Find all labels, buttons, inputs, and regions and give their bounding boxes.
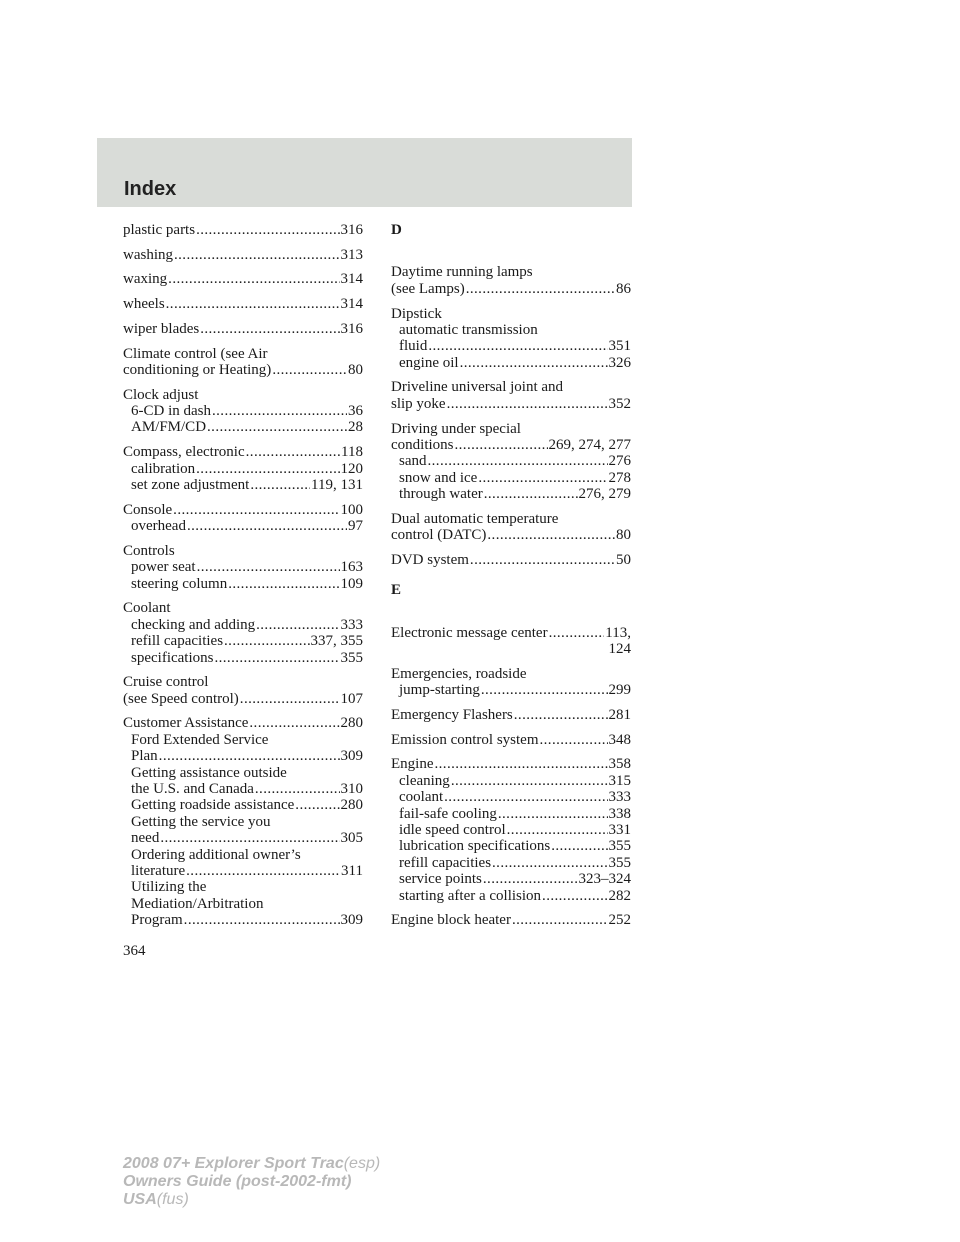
- dot-leader: [256, 617, 339, 633]
- entry-page-ref: 337, 355: [310, 633, 363, 650]
- dot-leader: [207, 419, 347, 435]
- dot-leader: [487, 527, 615, 543]
- index-term: Emergencies, roadside: [391, 665, 527, 682]
- letter-heading-d: D: [391, 222, 402, 238]
- entry-page-ref: 333: [340, 616, 363, 633]
- index-term: Dipstick: [391, 305, 442, 322]
- index-subentry: [391, 355, 631, 371]
- entry-term: washing: [123, 246, 173, 263]
- entry-page-ref: 314: [340, 271, 363, 288]
- entry-term: wheels: [123, 296, 165, 313]
- entry-term: wiper blades: [123, 320, 200, 337]
- entry-page-ref: 314: [340, 296, 363, 313]
- entry-page-ref: 280: [340, 797, 363, 814]
- dot-leader: [470, 552, 615, 568]
- index-entry: [123, 247, 363, 263]
- index-entry: [391, 666, 631, 699]
- entry-page-ref: 299: [608, 682, 631, 699]
- entry-page-ref: 278: [608, 469, 631, 486]
- entry-page-ref: 309: [340, 748, 363, 765]
- dot-leader: [444, 789, 607, 805]
- index-term: [391, 756, 631, 772]
- index-term: Clock adjust: [123, 386, 199, 403]
- dot-leader: [481, 682, 608, 698]
- index-entry: [391, 264, 631, 297]
- entry-term: conditioning or Heating): [123, 361, 272, 378]
- index-subentry: [123, 912, 363, 928]
- entry-page-ref: 113,: [605, 624, 631, 641]
- entry-page-ref: 355: [608, 854, 631, 871]
- index-term: Cruise control: [123, 674, 209, 691]
- index-term: [391, 912, 631, 928]
- entry-page-ref: 338: [608, 805, 631, 822]
- d-entries: [391, 264, 631, 568]
- index-term: Driving under special: [391, 420, 521, 437]
- entry-term: Plan: [131, 748, 158, 765]
- entry-page-ref: 348: [608, 731, 631, 748]
- entry-page-ref: 326: [608, 354, 631, 371]
- index-term: [123, 691, 363, 707]
- dot-leader: [200, 321, 339, 337]
- dot-leader: [484, 486, 578, 502]
- dot-leader: [460, 355, 608, 371]
- entry-term: (see Speed control): [123, 690, 239, 707]
- entry-page-ref: 313: [340, 246, 363, 263]
- index-entry: [123, 674, 363, 707]
- entry-term: literature: [131, 862, 186, 879]
- index-term: [123, 362, 363, 378]
- entry-page-ref: 100: [340, 501, 363, 518]
- entry-term: service points: [399, 871, 482, 888]
- entry-term: power seat: [131, 559, 196, 576]
- entry-term: cleaning: [399, 772, 450, 789]
- dot-leader: [184, 912, 340, 928]
- entry-term: refill capacities: [131, 633, 224, 650]
- index-entry: [391, 421, 631, 503]
- entry-term: Emergency Flashers: [391, 707, 513, 724]
- entry-term: Electronic message center: [391, 624, 548, 641]
- index-entry: [123, 600, 363, 666]
- index-subentry: Getting assistance outside: [131, 764, 287, 781]
- index-subentry: [391, 773, 631, 789]
- dot-leader: [447, 396, 608, 412]
- entry-page-ref: 120: [340, 460, 363, 477]
- index-term: [391, 552, 631, 568]
- index-entry: [123, 543, 363, 592]
- dot-leader: [173, 502, 339, 518]
- index-term: Driveline universal joint and: [391, 379, 564, 396]
- index-term: [123, 296, 363, 312]
- entry-term: control (DATC): [391, 527, 487, 544]
- dot-leader: [196, 222, 339, 238]
- entry-page-ref: 276: [608, 453, 631, 470]
- dot-leader: [455, 437, 548, 453]
- dot-leader: [478, 470, 607, 486]
- index-entry: [391, 732, 631, 748]
- dot-leader: [160, 830, 339, 846]
- index-entry: [391, 552, 631, 568]
- footer-guide: Owners Guide (post-2002-fmt): [123, 1173, 352, 1190]
- entry-term: Program: [131, 912, 183, 929]
- index-term: [391, 527, 631, 543]
- index-subentry: [123, 477, 363, 493]
- dot-leader: [168, 271, 339, 287]
- entry-page-ref: 316: [340, 222, 363, 238]
- dot-leader: [514, 707, 608, 723]
- index-subentry: [391, 682, 631, 698]
- entry-term: the U.S. and Canada: [131, 780, 254, 797]
- index-subentry: [123, 863, 363, 879]
- dot-leader: [250, 477, 310, 493]
- dot-leader: [166, 296, 340, 312]
- entry-term: Getting roadside assistance: [131, 797, 295, 814]
- index-subentry: [391, 789, 631, 805]
- dot-leader: [174, 247, 340, 263]
- entry-page-ref: 351: [608, 338, 631, 355]
- entry-page-ref: 309: [340, 912, 363, 929]
- dot-leader: [295, 797, 339, 813]
- index-term: Controls: [123, 542, 175, 559]
- entry-page-ref: 36: [348, 403, 363, 420]
- entry-term: Emission control system: [391, 731, 539, 748]
- entry-page-ref: 269, 274, 277: [548, 436, 631, 453]
- index-column-right: [391, 222, 631, 937]
- index-subentry: [391, 822, 631, 838]
- index-term: [391, 732, 631, 748]
- index-term: [391, 281, 631, 297]
- entry-page-ref: 331: [608, 822, 631, 839]
- index-subentry: [391, 338, 631, 354]
- dot-leader: [249, 715, 339, 731]
- page-number: 364: [123, 943, 146, 959]
- entry-term: through water: [399, 486, 483, 503]
- index-subentry: [123, 617, 363, 633]
- dot-leader: [212, 403, 347, 419]
- dot-leader: [186, 863, 340, 879]
- entry-term: lubrication specifications: [399, 838, 551, 855]
- dot-leader: [492, 855, 607, 871]
- index-entry: [123, 222, 363, 238]
- index-term: [391, 625, 631, 641]
- index-term: [123, 321, 363, 337]
- footer-market: USA: [123, 1191, 157, 1208]
- dot-leader: [542, 888, 607, 904]
- index-entry: [123, 715, 363, 928]
- dot-leader: [187, 518, 347, 534]
- section-title: Index: [124, 178, 177, 200]
- index-subentry: [123, 781, 363, 797]
- index-term: Coolant: [123, 600, 171, 617]
- footer-model: 2008 07+ Explorer Sport Trac: [123, 1155, 344, 1172]
- entry-page-ref: 316: [340, 320, 363, 337]
- index-term: Daytime running lamps: [391, 264, 533, 281]
- entry-term: Compass, electronic: [123, 444, 245, 461]
- dot-leader: [549, 625, 605, 641]
- index-subentry: [123, 748, 363, 764]
- entry-term: steering column: [131, 575, 228, 592]
- entry-page-ref: 28: [348, 419, 363, 436]
- dot-leader: [255, 781, 340, 797]
- footer-market-code: (fus): [156, 1191, 189, 1208]
- entry-term: specifications: [131, 649, 214, 666]
- index-subentry: [123, 461, 363, 477]
- entry-term: jump-starting: [399, 682, 480, 699]
- entry-term: checking and adding: [131, 616, 256, 633]
- index-term: [391, 396, 631, 412]
- entry-term: AM/FM/CD: [131, 419, 207, 436]
- entry-page-ref: 107: [340, 690, 363, 707]
- entry-page-ref: 323–324: [578, 871, 631, 888]
- entry-term: plastic parts: [123, 222, 196, 238]
- entry-page-ref: 280: [340, 715, 363, 732]
- entry-term: Engine block heater: [391, 912, 511, 929]
- entry-term: fail-safe cooling: [399, 805, 497, 822]
- entry-term: coolant: [399, 789, 444, 806]
- entry-term: 6-CD in dash: [131, 403, 211, 420]
- entry-page-ref: 80: [348, 361, 363, 378]
- index-column-left: [123, 222, 363, 937]
- entry-term: Engine: [391, 756, 434, 773]
- entry-term: overhead: [131, 518, 186, 535]
- entry-term: idle speed control: [399, 822, 506, 839]
- index-subentry: [391, 453, 631, 469]
- entry-term: conditions: [391, 436, 454, 453]
- index-subentry: Ford Extended Service: [131, 731, 269, 748]
- index-term: [391, 707, 631, 723]
- entry-page-ref: 118: [341, 444, 363, 461]
- dot-leader: [246, 444, 340, 460]
- index-subentry: [123, 633, 363, 649]
- entry-term: Console: [123, 501, 173, 518]
- index-subentry: [123, 576, 363, 592]
- index-term: [123, 247, 363, 263]
- footer-model-code: (esp): [343, 1155, 381, 1172]
- entry-page-ref: 355: [340, 649, 363, 666]
- entry-term: (see Lamps): [391, 280, 465, 297]
- index-subentry: [123, 419, 363, 435]
- entry-term: Customer Assistance: [123, 715, 249, 732]
- index-entry: [123, 444, 363, 493]
- dot-leader: [507, 822, 608, 838]
- entry-page-ref: 315: [608, 772, 631, 789]
- entry-page-ref: 358: [608, 756, 631, 773]
- index-term: [391, 437, 631, 453]
- dot-leader: [551, 838, 607, 854]
- dot-leader: [159, 748, 340, 764]
- index-subentry: [123, 830, 363, 846]
- dot-leader: [272, 362, 347, 378]
- entry-page-ref: 355: [608, 838, 631, 855]
- section-header-band: [97, 138, 632, 207]
- index-entry: [123, 296, 363, 312]
- index-entry: [391, 511, 631, 544]
- index-entry: [391, 379, 631, 412]
- entry-term: fluid: [399, 338, 428, 355]
- index-term: Climate control (see Air: [123, 345, 268, 362]
- index-entry: [391, 912, 631, 928]
- entry-term: starting after a collision: [399, 887, 542, 904]
- index-entry: [123, 346, 363, 379]
- index-subentry: [123, 650, 363, 666]
- entry-term: calibration: [131, 460, 196, 477]
- index-subentry: [123, 403, 363, 419]
- entry-page-ref: 119, 131: [311, 476, 363, 493]
- dot-leader: [435, 756, 608, 772]
- index-entry: [123, 387, 363, 436]
- index-term: [123, 271, 363, 287]
- index-term: [123, 502, 363, 518]
- entry-page-ref: 252: [608, 912, 631, 929]
- dot-leader: [214, 650, 339, 666]
- entry-page-ref: 109: [340, 575, 363, 592]
- index-subentry: [391, 871, 631, 887]
- index-term: [123, 715, 363, 731]
- dot-leader: [224, 633, 309, 649]
- entry-page-ref: 305: [340, 830, 363, 847]
- dot-leader: [196, 461, 339, 477]
- dot-leader: [428, 453, 608, 469]
- index-subentry: [391, 470, 631, 486]
- dot-leader: [498, 806, 608, 822]
- index-entry: [391, 306, 631, 372]
- index-entry: [123, 502, 363, 535]
- index-term: [123, 222, 363, 238]
- index-subentry: [391, 486, 631, 502]
- entry-term: refill capacities: [399, 854, 492, 871]
- index-term: [123, 444, 363, 460]
- index-term: Dual automatic temperature: [391, 510, 559, 527]
- entry-page-ref: 50: [616, 551, 631, 568]
- entry-page-ref: 97: [348, 518, 363, 535]
- entry-page-ref: 281: [608, 707, 631, 724]
- dot-leader: [512, 912, 608, 928]
- index-subentry: [123, 559, 363, 575]
- dot-leader: [483, 871, 578, 887]
- index-subentry: [391, 806, 631, 822]
- entry-page-ref: 276, 279: [578, 486, 631, 503]
- index-subentry: Getting the service you: [131, 813, 271, 830]
- index-entry: [391, 756, 631, 904]
- entry-term: snow and ice: [399, 469, 478, 486]
- index-subentry: automatic transmission: [399, 321, 538, 338]
- entry-page-ref: 163: [340, 559, 363, 576]
- index-subentry: Utilizing the: [131, 879, 207, 896]
- index-subentry: Mediation/Arbitration: [131, 895, 264, 912]
- entry-term: slip yoke: [391, 395, 446, 412]
- entry-term: engine oil: [399, 354, 459, 371]
- document-footer: [123, 1155, 380, 1209]
- entry-term: waxing: [123, 271, 168, 288]
- entry-page-ref: 311: [341, 862, 363, 879]
- dot-leader: [240, 691, 340, 707]
- entry-term: sand: [399, 453, 427, 470]
- entry-term: DVD system: [391, 551, 469, 568]
- entry-term: set zone adjustment: [131, 476, 250, 493]
- entry-page-ref: 282: [608, 887, 631, 904]
- index-entry: [391, 625, 631, 658]
- entry-page-ref: 80: [616, 527, 631, 544]
- dot-leader: [228, 576, 339, 592]
- entry-term: need: [131, 830, 160, 847]
- dot-leader: [466, 281, 615, 297]
- entry-page-ref: 310: [340, 780, 363, 797]
- entry-page-ref: 352: [608, 395, 631, 412]
- entry-page-continuation: 124: [608, 641, 631, 658]
- letter-heading-e: E: [391, 582, 402, 599]
- index-subentry: [391, 855, 631, 871]
- entry-page-ref: 86: [616, 280, 631, 297]
- dot-leader: [451, 773, 608, 789]
- dot-leader: [197, 559, 340, 575]
- index-subentry: [391, 838, 631, 854]
- index-subentry: [123, 518, 363, 534]
- index-subentry: [391, 888, 631, 904]
- dot-leader: [540, 732, 608, 748]
- index-subentry: Ordering additional owner’s: [131, 846, 301, 863]
- index-entry: [123, 321, 363, 337]
- entry-page-ref: 333: [608, 789, 631, 806]
- index-subentry: [123, 797, 363, 813]
- e-entries: [391, 625, 631, 929]
- index-entry: [123, 271, 363, 287]
- dot-leader: [428, 338, 607, 354]
- index-entry: [391, 707, 631, 723]
